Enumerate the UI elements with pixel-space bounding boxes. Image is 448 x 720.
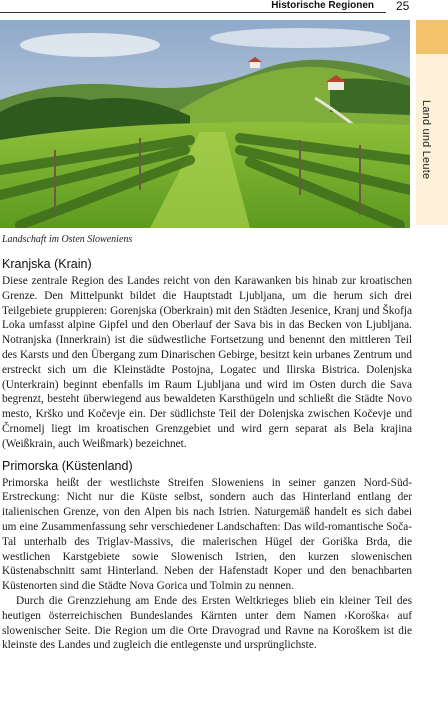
article-body xyxy=(2,257,412,653)
cloud xyxy=(20,33,160,57)
farmhouse xyxy=(250,62,260,68)
body-paragraph: Durch die Grenzziehung am Ende des Ersten Weltkrieges blieb ein kleiner Teil des heutigen österreichischen Bundeslandes Kärnten unter dem Namen ›Koroška‹ auf slowenischer Seite. Die Region um die Orte Dravograd und Ravne na Koroškem ist die kleinste des Landes und zugleich die entlegenste und ursprünglichste. xyxy=(2,594,412,652)
cloud xyxy=(210,28,390,48)
running-header-section: Historische Regionen xyxy=(271,0,374,11)
body-paragraph: Primorska heißt der westlichste Streifen Sloweniens in seiner ganzen Nord-Süd-Erstreckung: Nicht nur die Küste selbst, sondern auch das Hinterland entlang der italienischen Grenze, von den Alpen bis nach Istrien. Naturgemäß handelt es sich dabei um eine Zusammenfassung sehr verschiedener Landschaften: Das wild-romantische Soča-Tal unterhalb des Triglav-Massivs, die malerischen Hügel der Goriška Brda, die westlichen Karstgebiete sowie Slowenisch Istrien, den kurzen slowenischen Küstenabschnitt samt Hinterland. Neben der Hafenstadt Koper und den benachbarten Küstenorten sind die Städte Nova Gorica und Tolmin zu nennen. xyxy=(2,476,412,593)
body-paragraph: Diese zentrale Region des Landes reicht von den Karawanken bis hinab zur kroatischen Grenze. Den Mittelpunkt bildet die Hauptstadt Ljubljana, um die herum sich drei Teilgebiete gruppieren: Gorenjska (Oberkrain) mit den Städten Jesenice, Kranj und Škofja Loka umfasst alpine Gipfel und den Oberlauf der Sava bis in das Becken von Ljubljana. Notranjska (Innerkrain) ist die südwestliche Fortsetzung und benennt den mittleren Teil des Karsts und den Übergang zum Dinarischen Gebirge, besitzt kein urbanes Zentrum und erstreckt sich um die Kleinstädte Postojna, Logatec und Ilirska Bistrica. Dolenjska (Unterkrain) beginnt ebenfalls im Raum Ljubljana und wird im Osten durch die Sava begrenzt, besteht überwiegend aus bewaldeten Karsthügeln und schließt die Städte Novo mesto, Krško und Kočevje ein. Der südlichste Teil der Dolenjska zwischen Kočevje und Črnomelj liegt im kroatischen Grenzgebiet und wird gern separat als Bela krajina (Weißkrain, auch Weißmark) bezeichnet. xyxy=(2,275,412,450)
side-tab-label: Land und Leute xyxy=(420,100,432,180)
chapter-side-tab xyxy=(416,20,448,225)
farmhouse xyxy=(328,82,344,90)
page-number: 25 xyxy=(396,0,410,13)
section-heading: Kranjska (Krain) xyxy=(2,257,92,271)
side-tab-accent xyxy=(416,20,448,54)
landscape-photo xyxy=(0,20,410,228)
running-header xyxy=(0,0,420,14)
section-heading: Primorska (Küstenland) xyxy=(2,458,133,473)
photo-caption: Landschaft im Osten Sloweniens xyxy=(2,234,133,245)
header-rule xyxy=(0,12,386,13)
